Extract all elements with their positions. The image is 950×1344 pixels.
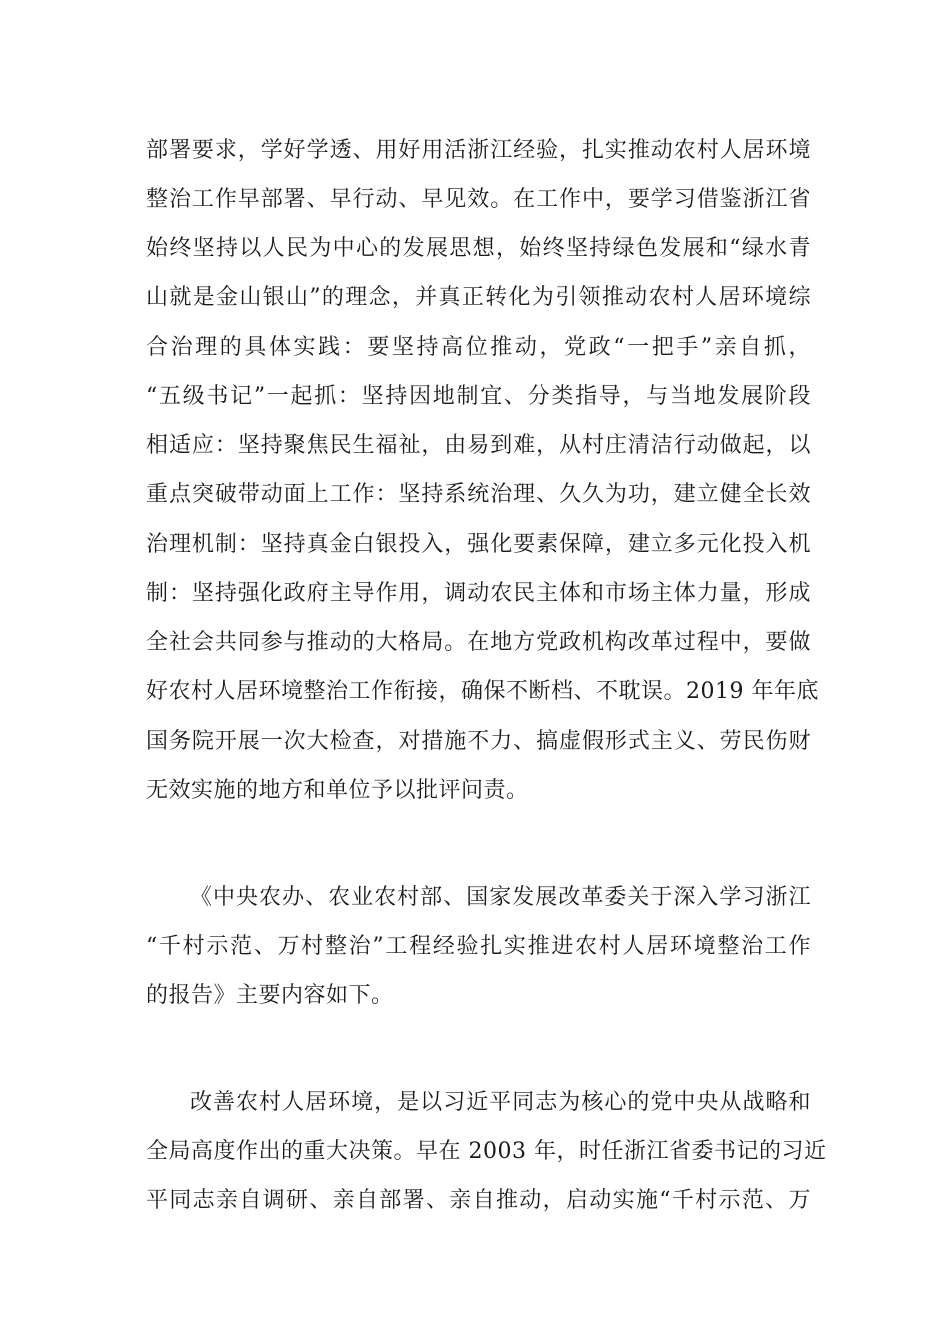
text-line: 国务院开展一次大检查，对措施不力、搞虚假形式主义、劳民伤财 [146, 729, 811, 754]
text-line: 部署要求，学好学透、用好用活浙江经验，扎实推动农村人居环境 [146, 138, 811, 163]
text-line: 始终坚持以人民为中心的发展思想，始终坚持绿色发展和“绿水青 [146, 236, 811, 261]
text-line: 全社会共同参与推动的大格局。在地方党政机构改革过程中，要做 [146, 630, 811, 655]
text-line: 相适应：坚持聚焦民生福祉，由易到难，从村庄清洁行动做起，以 [146, 433, 811, 458]
text-line: 的报告》主要内容如下。 [146, 983, 394, 1008]
text-line: 无效实施的地方和单位予以批评问责。 [146, 778, 529, 803]
text-line: 制：坚持强化政府主导作用，调动农民主体和市场主体力量，形成 [146, 581, 811, 606]
text-line: 重点突破带动面上工作：坚持系统治理、久久为功，建立健全长效 [146, 482, 811, 507]
text-line: “五级书记”一起抓：坚持因地制宜、分类指导，与当地发展阶段 [146, 384, 811, 409]
text-line: 整治工作早部署、早行动、早见效。在工作中，要学习借鉴浙江省 [146, 187, 811, 212]
text-line: 好农村人居环境整治工作衔接，确保不断档、不耽误。2019 年年底 [146, 679, 819, 704]
text-line: 治理机制：坚持真金白银投入，强化要素保障，建立多元化投入机 [146, 532, 811, 557]
text-line: 全局高度作出的重大决策。早在 2003 年，时任浙江省委书记的习近 [146, 1139, 827, 1164]
text-line: “千村示范、万村整治”工程经验扎实推进农村人居环境整治工作 [146, 934, 811, 959]
text-line: 山就是金山银山”的理念，并真正转化为引领推动农村人居环境综 [146, 285, 811, 310]
text-line: 合治理的具体实践：要坚持高位推动，党政“一把手”亲自抓， [146, 335, 811, 360]
text-line: 平同志亲自调研、亲自部署、亲自推动，启动实施“千村示范、万 [146, 1188, 811, 1213]
text-line: 《中央农办、农业农村部、国家发展改革委关于深入学习浙江 [190, 885, 811, 910]
text-line: 改善农村人居环境，是以习近平同志为核心的党中央从战略和 [190, 1090, 811, 1115]
